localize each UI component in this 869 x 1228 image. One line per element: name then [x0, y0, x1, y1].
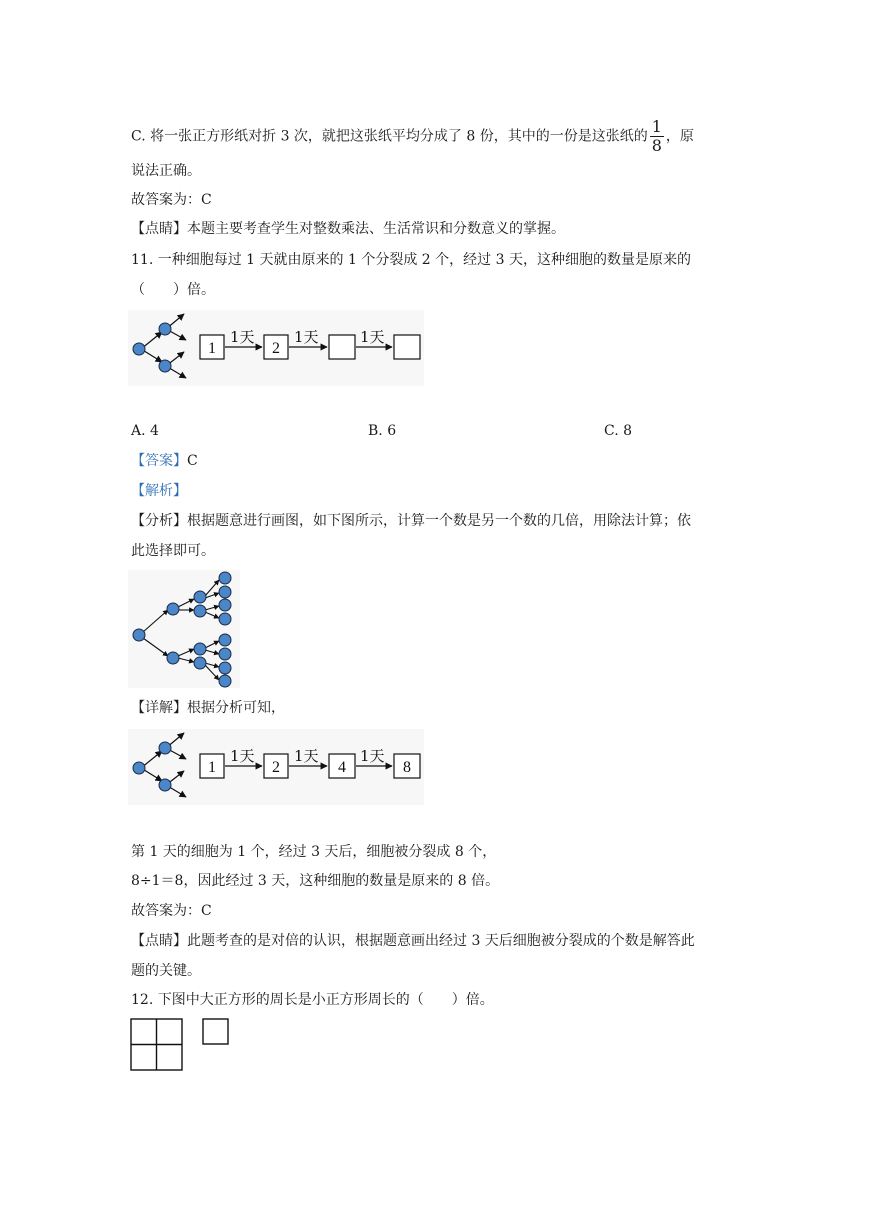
arrow-label: 1天 — [294, 747, 319, 765]
cell-circle — [159, 360, 171, 372]
comment-tag: 【点睛】 — [131, 221, 187, 237]
cell-circle — [167, 652, 179, 664]
fenxi-tag: 【分析】 — [131, 513, 187, 529]
cell-circle — [194, 591, 206, 603]
count-box-label: 2 — [272, 340, 280, 357]
detail-line: 【详解】根据分析可知， — [131, 700, 285, 716]
count-box — [394, 335, 420, 359]
comment-q10: 【点睛】本题主要考查学生对整数乘法、生活常识和分数意义的掌握。 — [131, 221, 565, 237]
count-box — [329, 335, 355, 359]
arrow-label: 1天 — [230, 328, 255, 346]
count-box-label: 4 — [338, 759, 346, 776]
cell-circle — [159, 779, 171, 791]
answer-line-q10: 故答案为：C — [131, 192, 212, 208]
cell-circle — [219, 572, 231, 584]
question-11-line1: 11. 一种细胞每过 1 天就由原来的 1 个分裂成 2 个，经过 3 天，这种细胞的数量是原来的 — [131, 252, 691, 268]
cell-division-tree — [128, 570, 240, 688]
cell-circle — [194, 605, 206, 617]
option-b: B. 6 — [368, 423, 397, 439]
question-11-line2: （ ）倍。 — [131, 282, 215, 298]
cell-circle — [219, 599, 231, 611]
small-square — [203, 1019, 228, 1044]
option-c-text: C. 将一张正方形纸对折 3 次，就把这张纸平均分成了 8 份，其中的一份是这张纸的 — [131, 128, 648, 145]
answer-line-q11: 故答案为：C — [131, 903, 212, 919]
option-a: A. 4 — [131, 423, 159, 439]
cell-circle — [219, 662, 231, 674]
detail-tag: 【详解】 — [131, 700, 187, 716]
cell-circle — [133, 762, 145, 774]
cell-circle — [159, 323, 171, 335]
count-box-label: 8 — [403, 759, 411, 776]
fenxi-line2: 此选择即可。 — [131, 543, 215, 559]
answer-tag: 【答案】 — [131, 453, 187, 469]
count-box-label: 1 — [208, 340, 216, 357]
cell-circle — [194, 657, 206, 669]
cell-circle — [133, 629, 145, 641]
fraction-one-eighth: $\frac{1}{8}$ — [651, 117, 662, 155]
option-c-line2: 说法正确。 — [131, 163, 201, 179]
cell-circle — [219, 675, 231, 687]
comment-q11-line1: 【点睛】此题考查的是对倍的认识，根据题意画出经过 3 天后细胞被分裂成的个数是解答此 — [131, 933, 695, 949]
answer-tag-line — [131, 451, 198, 471]
cell-circle — [219, 613, 231, 625]
analysis-tag: 【解析】 — [131, 483, 187, 499]
cell-circle — [167, 603, 179, 615]
cell-circle — [219, 648, 231, 660]
cell-division-diagram — [128, 310, 424, 386]
arrow-label: 1天 — [230, 747, 255, 765]
count-box-label: 2 — [272, 759, 280, 776]
solution-line2: 8÷1＝8，因此经过 3 天，这种细胞的数量是原来的 8 倍。 — [131, 873, 500, 889]
cell-division-diagram-solved — [128, 729, 424, 805]
cell-circle — [219, 586, 231, 598]
count-box-label: 1 — [208, 759, 216, 776]
arrow-label: 1天 — [360, 747, 385, 765]
squares-figure — [130, 1018, 230, 1074]
arrow-label: 1天 — [360, 328, 385, 346]
option-c: C. 8 — [604, 423, 633, 439]
solution-line1: 第 1 天的细胞为 1 个，经过 3 天后，细胞被分裂成 8 个， — [131, 844, 497, 860]
answer-value: C — [187, 453, 198, 469]
cell-circle — [194, 643, 206, 655]
arrow-label: 1天 — [294, 328, 319, 346]
question-12: 12. 下图中大正方形的周长是小正方形周长的（ ）倍。 — [131, 992, 494, 1008]
cell-circle — [159, 742, 171, 754]
cell-circle — [133, 343, 145, 355]
comment-q11-line2: 题的关键。 — [131, 963, 201, 979]
fenxi-line1: 【分析】根据题意进行画图，如下图所示，计算一个数是另一个数的几倍，用除法计算；依 — [131, 513, 691, 529]
option-c-explanation: C. 将一张正方形纸对折 3 次，就把这张纸平均分成了 8 份，其中的一份是这张纸的 $\frac{1}{8}$ ，原 — [131, 117, 694, 155]
cell-circle — [219, 634, 231, 646]
comment-tag: 【点睛】 — [131, 933, 187, 949]
